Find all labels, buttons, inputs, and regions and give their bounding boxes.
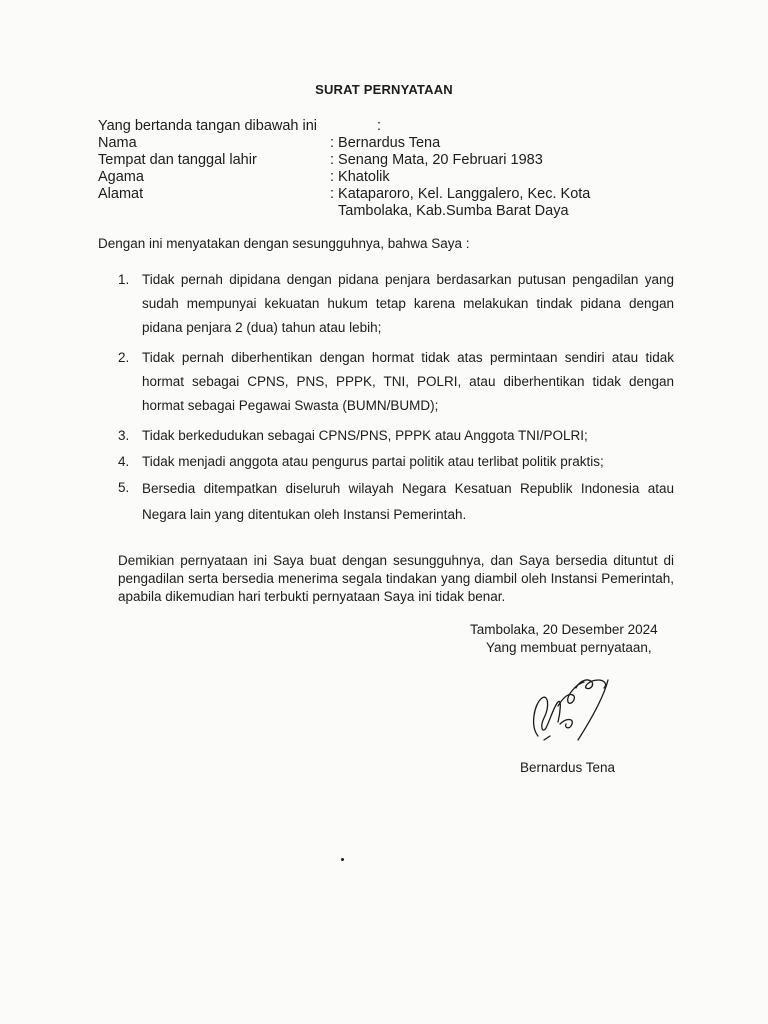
signer-name: Bernardus Tena [520, 760, 616, 775]
identity-label: Nama [98, 135, 137, 151]
statement-text: Tidak pernah dipidana dengan pidana penjara berdasarkan putusan pengadilan yang sudah mempunyai kekuatan hukum tetap karena melakukan tindak pidana dengan pidana penjara 2 (dua) tahun atau lebih; [142, 272, 674, 335]
identity-value: : Senang Mata, 20 Februari 1983 [330, 152, 543, 168]
identity-value: : Bernardus Tena [330, 135, 441, 151]
statement-text: Tidak pernah diberhentikan dengan hormat tidak atas permintaan sendiri atau tidak hormat sebagai CPNS, PNS, PPPK, TNI, POLRI, atau diberhentikan tidak dengan hormat sebagai Pegawai Swasta (BUMN/BUMD); [142, 350, 674, 413]
statement-number: 4. [118, 454, 130, 469]
closing-paragraph: Demikian pernyataan ini Saya buat dengan sesungguhnya, dan Saya bersedia dituntut di pengadilan serta bersedia menerima segala tindakan yang diambil oleh Instansi Pemerintah, apabila dikemudian hari terbukti pernyataan Saya ini tidak benar. [118, 553, 674, 604]
place-date: Tambolaka, 20 Desember 2024 [470, 622, 658, 637]
identity-value: : Khatolik [330, 169, 390, 185]
identity-value: : Kataparoro, Kel. Langgalero, Kec. Kota [330, 186, 591, 202]
statement-number: 5. [118, 480, 130, 495]
intro-colon: : [377, 118, 382, 134]
scan-speck [341, 858, 344, 861]
address-line-2: Tambolaka, Kab.Sumba Barat Daya [338, 203, 569, 219]
identity-label: Tempat dan tanggal lahir [98, 152, 257, 168]
identity-label: Alamat [98, 186, 144, 202]
identity-label: Agama [98, 169, 144, 185]
document-title: SURAT PERNYATAAN [315, 82, 453, 97]
maker-label: Yang membuat pernyataan, [486, 640, 652, 655]
statement-number: 2. [118, 350, 130, 365]
statement-lead: Dengan ini menyatakan dengan sesungguhnya, bahwa Saya : [98, 236, 470, 251]
statement-text: Tidak menjadi anggota atau pengurus partai politik atau terlibat politik praktis; [142, 454, 604, 469]
statement-number: 1. [118, 272, 130, 287]
statement-text: Tidak berkedudukan sebagai CPNS/PNS, PPPK atau Anggota TNI/POLRI; [142, 428, 588, 443]
intro-label: Yang bertanda tangan dibawah ini [98, 118, 318, 134]
statement-number: 3. [118, 428, 130, 443]
statement-text: Bersedia ditempatkan diseluruh wilayah Negara Kesatuan Republik Indonesia atau Negara lain yang ditentukan oleh Instansi Pemerintah. [142, 481, 674, 522]
handwritten-signature [520, 666, 630, 752]
